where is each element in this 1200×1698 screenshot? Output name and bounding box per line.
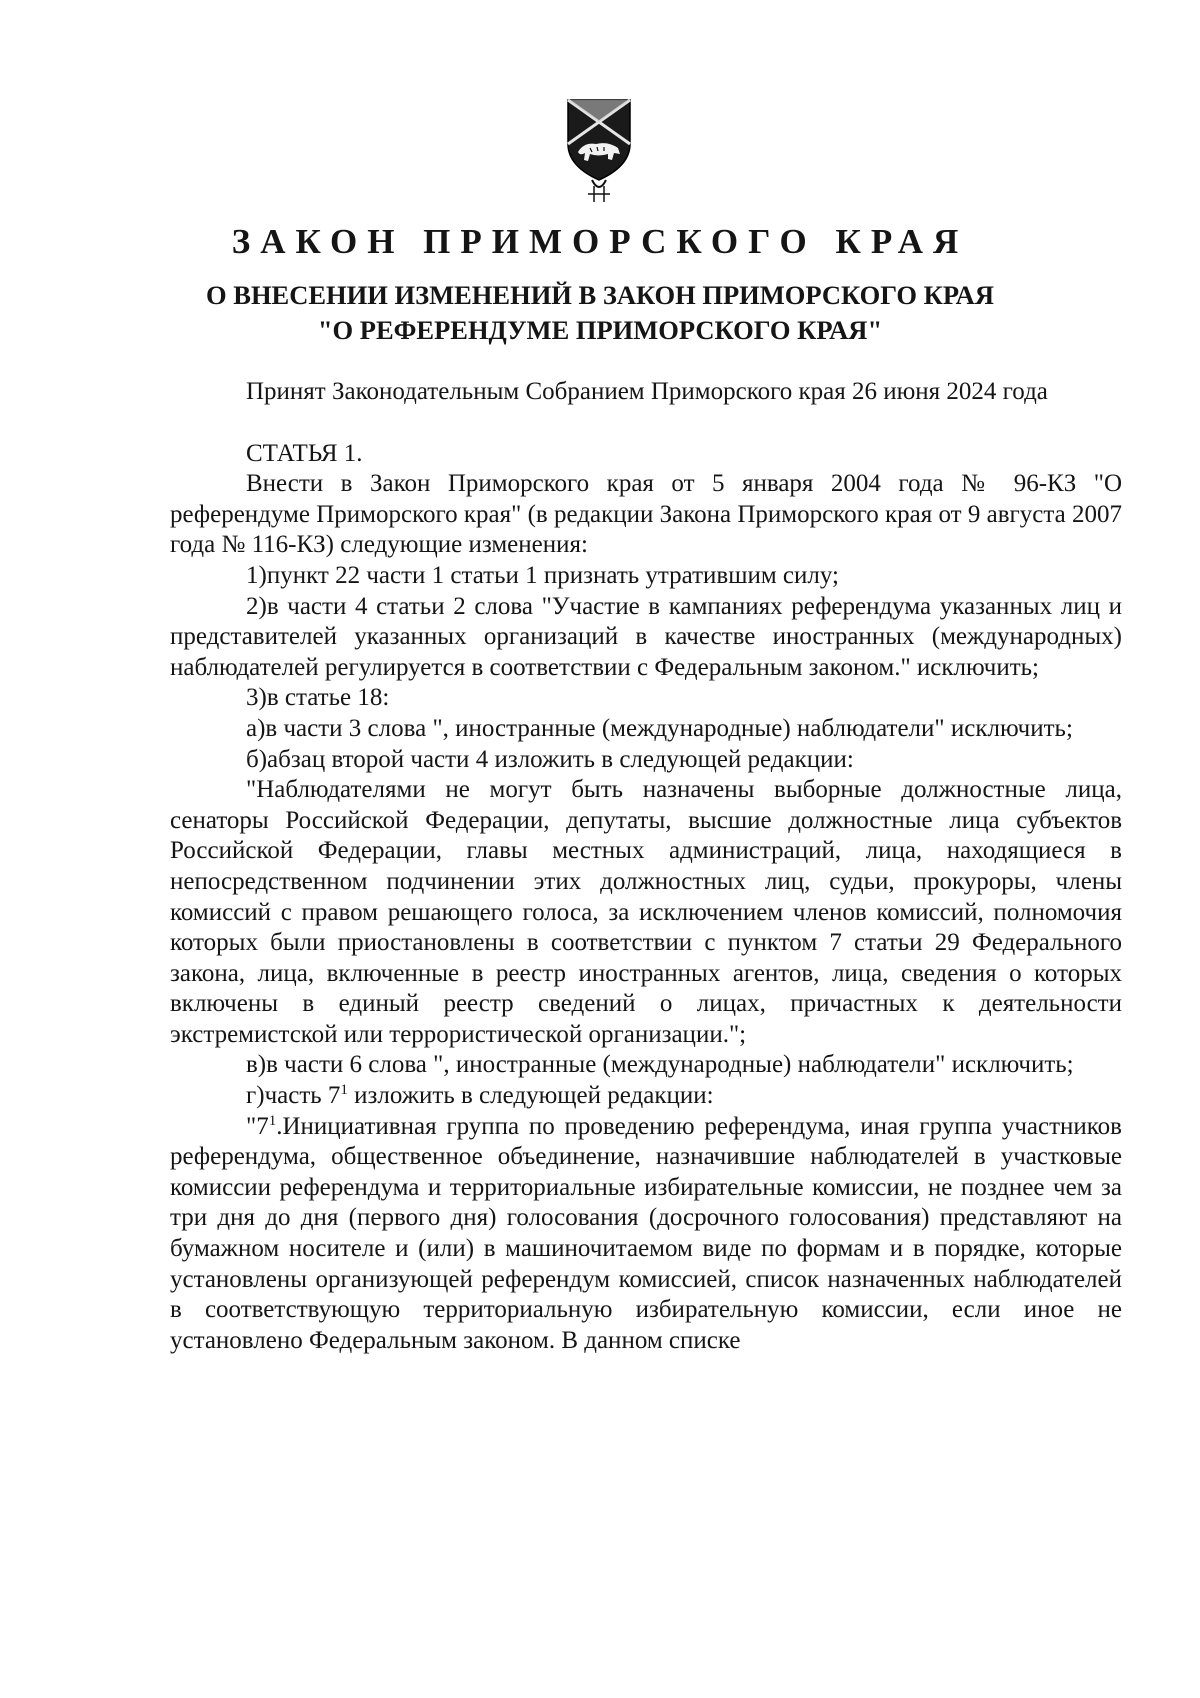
item-3b-quote: "Наблюдателями не могут быть назначены выборные должностные лица, сенаторы Российской Федерации, депутаты, высшие должностные лица субъектов Российской Федерации, главы местных администраций, лица, находящиеся в непосредственном подчинении этих должностных лиц, судьи, прокуроры, члены комиссий с правом решающего голоса, за исключением членов комиссий, полномочия которых были приостановлены в соответствии с пунктом 7 статьи 29 Федерального закона, лица, включенные в реестр иностранных агентов, лица, сведения о которых включены в единый реестр сведений о лицах, причастных к деятельности экстремистской или террористической организации."; [170, 776, 1122, 1048]
article-heading: СТАТЬЯ 1. [246, 439, 363, 467]
item-3g-superscript: 1 [340, 1082, 348, 1099]
item-3: 3)в статье 18: [246, 684, 390, 712]
primorsky-krai-coat-of-arms-icon [564, 96, 634, 206]
item-3a: а)в части 3 слова ", иностранные (международные) наблюдатели" исключить; [246, 714, 1073, 742]
adoption-note: Принят Законодательным Собранием Приморского края 26 июня 2024 года [246, 378, 1048, 405]
item-3g-quote [170, 1112, 1122, 1357]
item-3g-text: г)часть 7 [246, 1082, 341, 1110]
item-3b: б)абзац второй части 4 изложить в следующей редакции: [246, 745, 854, 773]
item-2: 2)в части 4 статьи 2 слова "Участие в кампаниях референдума указанных лиц и представителей указанных организаций в качестве иностранных (международных) наблюдателей регулируется в соответствии с Федеральным законом." исключить; [170, 592, 1122, 681]
item-3g-quote-superscript: 1 [268, 1112, 277, 1129]
law-subtitle-line-2: "О РЕФЕРЕНДУМЕ ПРИМОРСКОГО КРАЯ" [317, 315, 883, 345]
item-3g-text-end: изложить в следующей редакции: [347, 1082, 714, 1110]
item-3g-quote-start: "7 [246, 1112, 269, 1140]
item-3g [170, 1081, 1122, 1112]
law-subtitle-line-1: О ВНЕСЕНИИ ИЗМЕНЕНИЙ В ЗАКОН ПРИМОРСКОГО КРАЯ [206, 280, 994, 310]
document-body [170, 377, 1122, 1356]
article-intro: Внести в Закон Приморского края от 5 января 2004 года № 96-КЗ "О референдуме Приморского края" (в редакции Закона Приморского края от 9 августа 2007 года № 116-КЗ) следующие изменения: [170, 470, 1122, 559]
item-3v: в)в части 6 слова ", иностранные (международные) наблюдатели" исключить; [246, 1051, 1074, 1079]
item-1: 1)пункт 22 части 1 статьи 1 признать утратившим силу; [246, 561, 839, 589]
law-title: ЗАКОН ПРИМОРСКОГО КРАЯ [231, 222, 969, 261]
item-3g-quote-text: .Инициативная группа по проведению референдума, иная группа участников референдума, общественное объединение, назначившие наблюдателей в участковые комиссии референдума и территориальные избирательные комиссии, не позднее чем за три дня до дня (первого дня) голосования (досрочного голосования) представляют на бумажном носителе и (или) в машиночитаемом виде по формам и в порядке, которые установлены организующей референдум комиссией, список назначенных наблюдателей в соответствующую территориальную избирательную комиссии, если иное не установлено Федеральным законом. В данном списке [170, 1112, 1122, 1354]
